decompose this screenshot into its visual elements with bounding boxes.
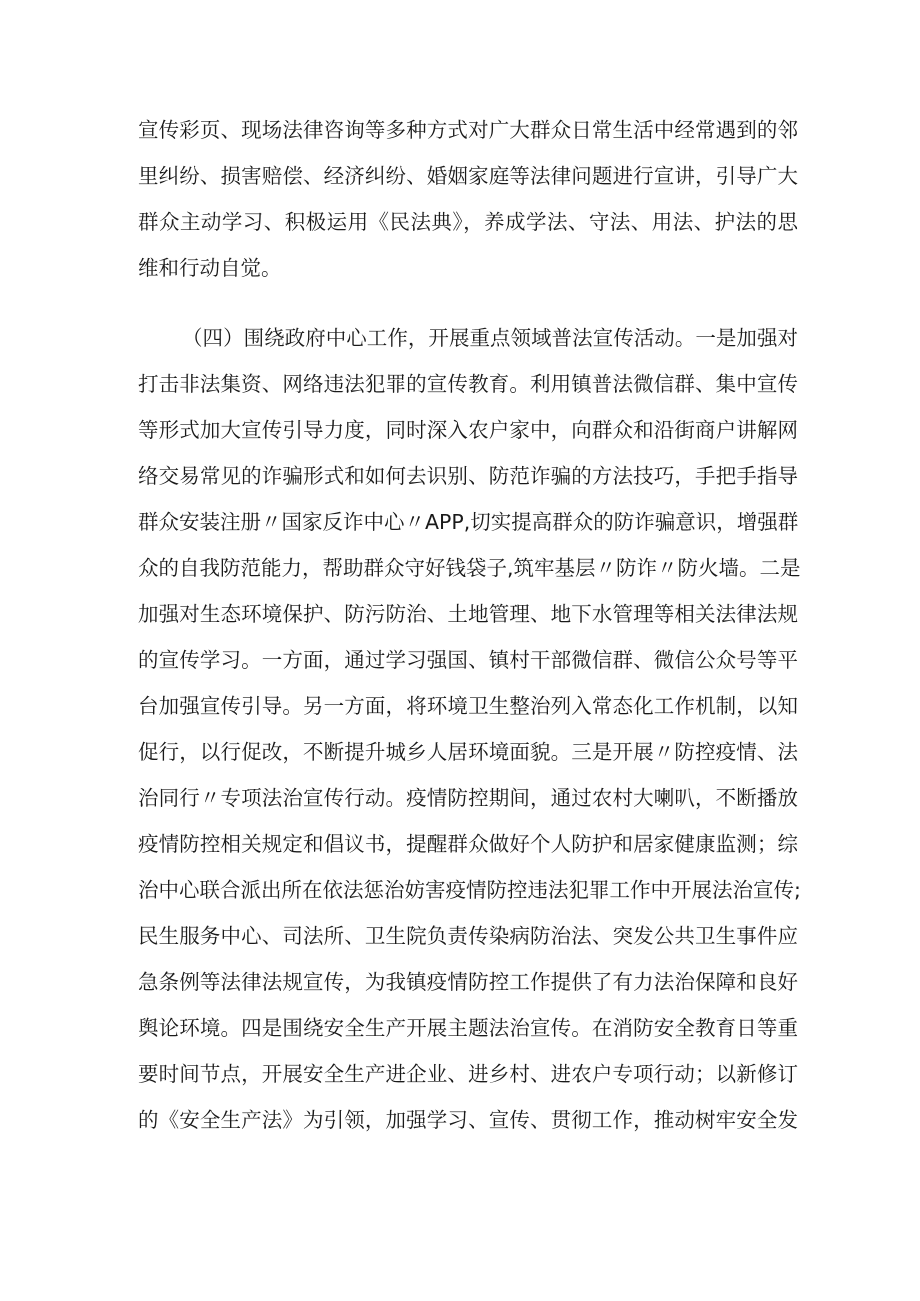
- text-line: 的《安全生产法》为引领，加强学习、宣传、贯彻工作，推动树牢安全发: [138, 1108, 798, 1132]
- text-line: 络交易常见的诈骗形式和如何去识别、防范诈骗的方法技巧，手把手指导: [138, 464, 798, 488]
- text-line: 要时间节点，开展安全生产进企业、进乡村、进农户专项行动；以新修订: [138, 1062, 798, 1086]
- text-line: 等形式加大宣传引导力度，同时深入农户家中，向群众和沿街商户讲解网: [138, 418, 798, 442]
- text-line: 民生服务中心、司法所、卫生院负责传染病防治法、突发公共卫生事件应: [138, 924, 798, 948]
- text-line: 治中心联合派出所在依法惩治妨害疫情防控违法犯罪工作中开展法治宣传;: [138, 878, 801, 902]
- text-line: 里纠纷、损害赔偿、经济纠纷、婚姻家庭等法律问题进行宣讲，引导广大: [138, 164, 798, 188]
- text-line: 宣传彩页、现场法律咨询等多种方式对广大群众日常生活中经常遇到的邻: [138, 118, 798, 142]
- text-line: 促行，以行促改，不断提升城乡人居环境面貌。三是开展〃防控疫情、法: [138, 740, 798, 764]
- text-line: 急条例等法律法规宣传，为我镇疫情防控工作提供了有力法治保障和良好: [138, 970, 798, 994]
- text-line: （四）围绕政府中心工作，开展重点领域普法宣传活动。一是加强对: [182, 326, 798, 350]
- text-line: 治同行〃专项法治宣传行动。疫情防控期间，通过农村大喇叭，不断播放: [138, 786, 798, 810]
- text-line: 的宣传学习。一方面，通过学习强国、镇村干部微信群、微信公众号等平: [138, 648, 798, 672]
- text-line: 众的自我防范能力，帮助群众守好钱袋子,筑牢基层〃防诈〃防火墙。二是: [138, 556, 801, 580]
- text-line: 打击非法集资、网络违法犯罪的宣传教育。利用镇普法微信群、集中宣传: [138, 372, 798, 396]
- text-line: 维和行动自觉。: [138, 256, 282, 280]
- paragraph-2: [138, 315, 801, 1143]
- text-line: 加强对生态环境保护、防污防治、土地管理、地下水管理等相关法律法规: [138, 602, 798, 626]
- text-line: 舆论环境。四是围绕安全生产开展主题法治宣传。在消防安全教育日等重: [138, 1016, 798, 1040]
- text-line: 疫情防控相关规定和倡议书，提醒群众做好个人防护和居家健康监测；综: [138, 832, 798, 856]
- text-line: 群众安装注册〃国家反诈中心〃APP,切实提高群众的防诈骗意识，增强群: [138, 510, 799, 534]
- text-line: 群众主动学习、积极运用《民法典》，养成学法、守法、用法、护法的思: [138, 210, 798, 234]
- text-line: 台加强宣传引导。另一方面，将环境卫生整治列入常态化工作机制，以知: [138, 694, 798, 718]
- paragraph-1: [138, 107, 798, 291]
